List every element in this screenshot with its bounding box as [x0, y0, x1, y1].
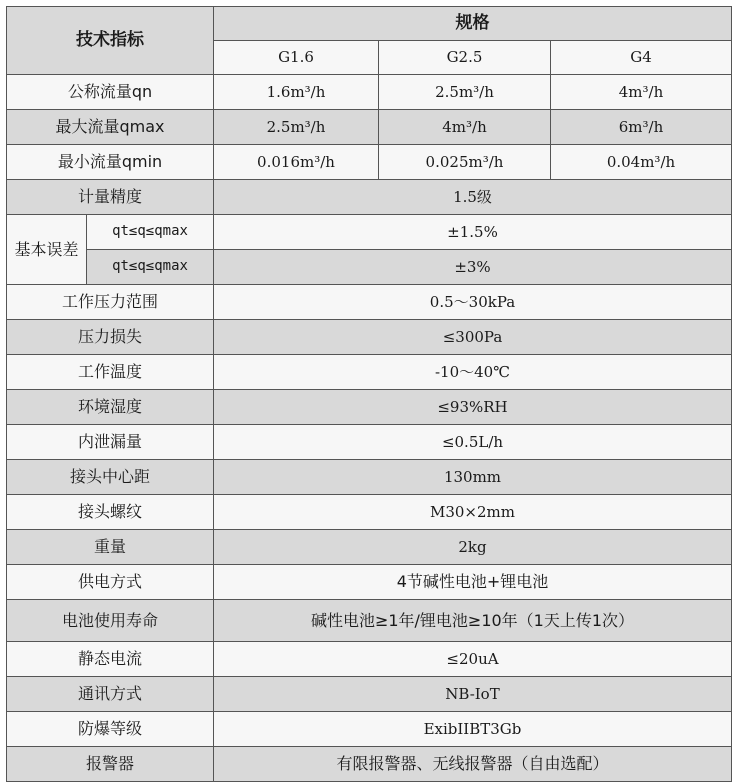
row-value: 2.5m³/h — [214, 110, 379, 145]
table-row — [7, 565, 732, 600]
row-label: 最小流量qmin — [7, 145, 214, 180]
row-value: ±1.5% — [214, 215, 732, 250]
row-value: 6m³/h — [551, 110, 732, 145]
row-label: 静态电流 — [7, 642, 214, 677]
row-label: 报警器 — [7, 747, 214, 782]
model-g4: G4 — [551, 41, 732, 75]
table-row — [7, 250, 732, 285]
row-value: 0.025m³/h — [379, 145, 551, 180]
row-value: NB-IoT — [214, 677, 732, 712]
row-label: 压力损失 — [7, 320, 214, 355]
table-row — [7, 642, 732, 677]
row-label: 计量精度 — [7, 180, 214, 215]
table-row — [7, 530, 732, 565]
row-label: 公称流量qn — [7, 75, 214, 110]
error-condition: qt≤q≤qmax — [87, 215, 214, 250]
spec-table — [6, 6, 732, 782]
row-value: 130mm — [214, 460, 732, 495]
table-row — [7, 390, 732, 425]
table-row — [7, 747, 732, 782]
table-row — [7, 75, 732, 110]
table-row — [7, 495, 732, 530]
row-value: ≤93%RH — [214, 390, 732, 425]
row-value: 4节碱性电池+锂电池 — [214, 565, 732, 600]
table-row — [7, 425, 732, 460]
row-value: 1.5级 — [214, 180, 732, 215]
row-value: 4m³/h — [551, 75, 732, 110]
row-label: 通讯方式 — [7, 677, 214, 712]
table-row — [7, 355, 732, 390]
table-row — [7, 712, 732, 747]
row-label: 环境湿度 — [7, 390, 214, 425]
table-row — [7, 677, 732, 712]
row-label: 供电方式 — [7, 565, 214, 600]
table-row — [7, 320, 732, 355]
table-row — [7, 460, 732, 495]
error-condition: qt≤q≤qmax — [87, 250, 214, 285]
model-g16: G1.6 — [214, 41, 379, 75]
row-value: M30×2mm — [214, 495, 732, 530]
row-label: 接头中心距 — [7, 460, 214, 495]
row-label: 接头螺纹 — [7, 495, 214, 530]
row-value: 0.016m³/h — [214, 145, 379, 180]
row-label: 重量 — [7, 530, 214, 565]
row-value: ≤0.5L/h — [214, 425, 732, 460]
row-value: 2.5m³/h — [379, 75, 551, 110]
table-row — [7, 285, 732, 320]
header-row — [7, 7, 732, 41]
row-value: 1.6m³/h — [214, 75, 379, 110]
row-value: ExibIIBT3Gb — [214, 712, 732, 747]
table-row — [7, 145, 732, 180]
row-value: 0.04m³/h — [551, 145, 732, 180]
row-label: 工作压力范围 — [7, 285, 214, 320]
spec-group-header: 规格 — [214, 7, 732, 41]
table-row — [7, 215, 732, 250]
row-value: 0.5～30kPa — [214, 285, 732, 320]
row-value: 4m³/h — [379, 110, 551, 145]
table-row — [7, 110, 732, 145]
row-value: 碱性电池≥1年/锂电池≥10年（1天上传1次） — [214, 600, 732, 642]
row-label: 电池使用寿命 — [7, 600, 214, 642]
row-label: 防爆等级 — [7, 712, 214, 747]
basic-error-label: 基本误差 — [7, 215, 87, 285]
table-row — [7, 180, 732, 215]
row-label: 最大流量qmax — [7, 110, 214, 145]
row-value: 有限报警器、无线报警器（自由选配） — [214, 747, 732, 782]
row-label: 工作温度 — [7, 355, 214, 390]
row-value: ≤20uA — [214, 642, 732, 677]
row-label: 内泄漏量 — [7, 425, 214, 460]
row-value: ≤300Pa — [214, 320, 732, 355]
row-value: -10～40℃ — [214, 355, 732, 390]
row-value: 2kg — [214, 530, 732, 565]
table-row — [7, 600, 732, 642]
spec-label-header: 技术指标 — [7, 7, 214, 75]
model-g25: G2.5 — [379, 41, 551, 75]
row-value: ±3% — [214, 250, 732, 285]
